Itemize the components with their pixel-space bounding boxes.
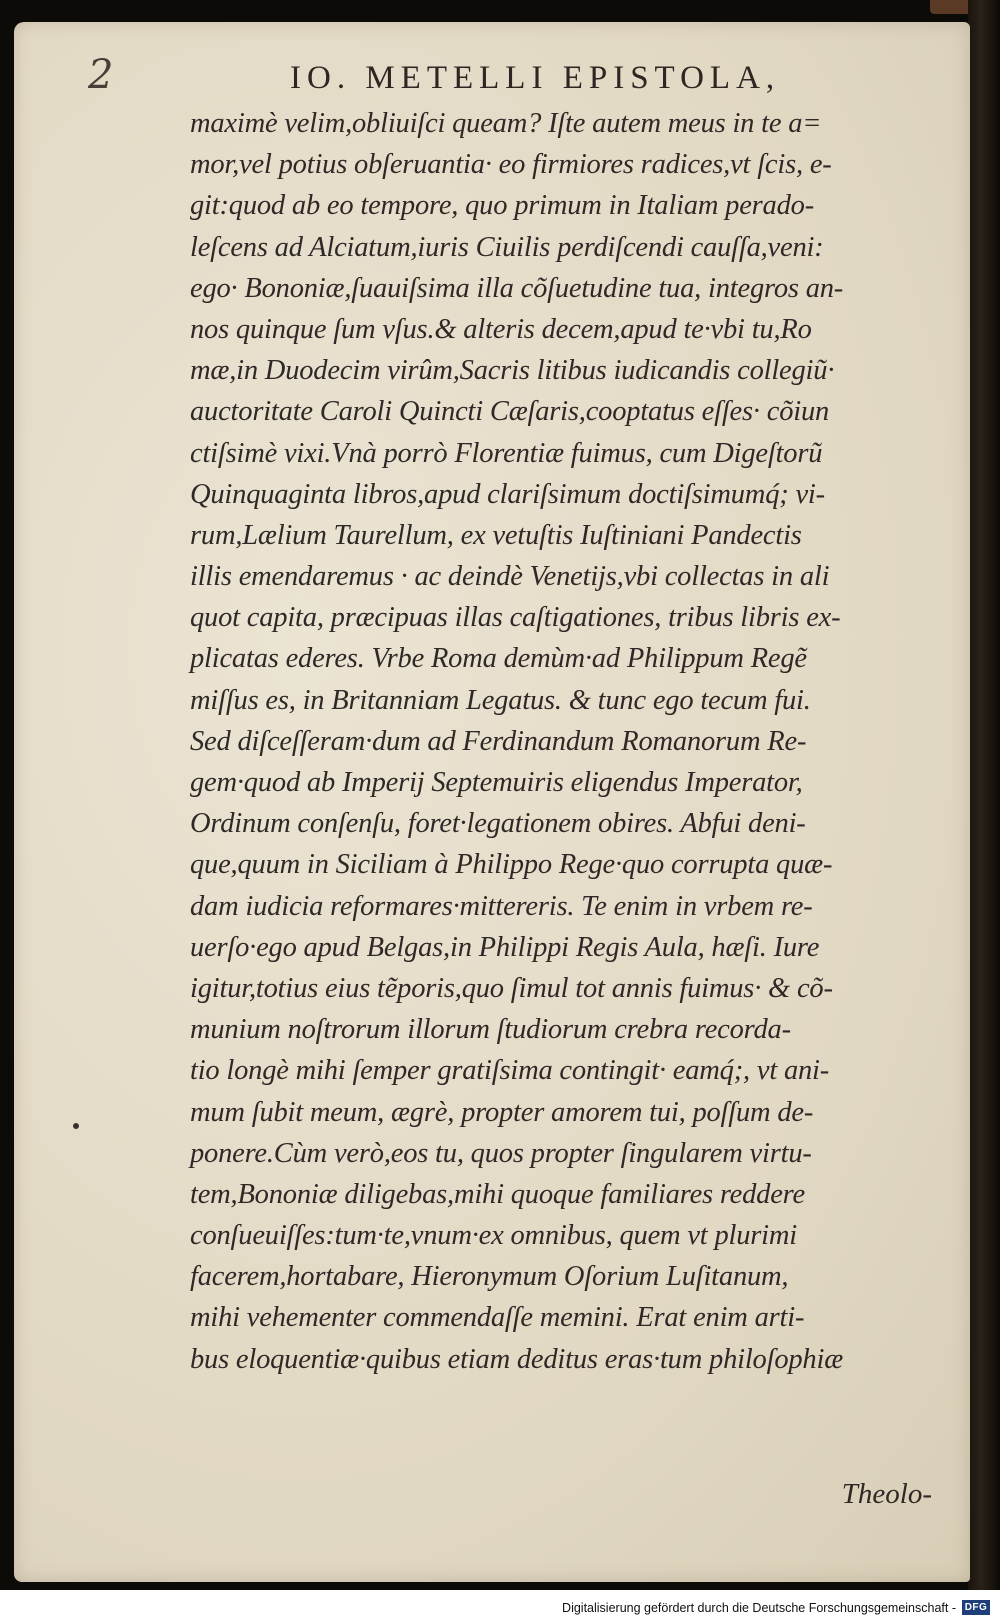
text-line: ctiſsimè vixi.Vnà porrò Florentiæ fuimus, cum Digeſtorũ — [190, 437, 823, 469]
text-line: Quinquaginta libros,apud clariſsimum doctiſsimumq́; vi- — [190, 478, 825, 510]
text-line: nos quinque ſum vſus.& alteris decem,apud te·vbi tu,Ro — [190, 313, 812, 345]
text-line: illis emendaremus · ac deindè Venetijs,vbi collectas in ali — [190, 561, 830, 593]
text-line: tio longè mihi ſemper gratiſsima contingit· eamq́;, vt ani- — [190, 1055, 830, 1087]
text-line: facerem,hortabare, Hieronymum Oſorium Luſitanum, — [190, 1261, 789, 1293]
footer-credit: Digitalisierung gefördert durch die Deutsche Forschungsgemeinschaft - — [562, 1601, 956, 1615]
text-line: Sed diſceſſeram·dum ad Ferdinandum Romanorum Re- — [190, 725, 807, 757]
text-line: ponere.Cùm verò,eos tu, quos propter ſingularem virtu- — [190, 1137, 812, 1169]
text-line: ego· Bononiæ,ſuauiſsima illa cõſuetudine tua, integros an- — [190, 272, 844, 304]
text-line: munium noſtrorum illorum ſtudiorum crebra recorda- — [190, 1014, 791, 1046]
text-line: mor,vel potius obſeruantia· eo firmiores radices,vt ſcis, e- — [190, 149, 832, 181]
text-line: mæ,in Duodecim virûm,Sacris litibus iudicandis collegiũ· — [190, 355, 835, 387]
text-line: uerſo·ego apud Belgas,in Philippi Regis Aula, hæſi. Iure — [190, 931, 820, 963]
text-line: rum,Lælium Taurellum, ex vetuſtis Iuſtiniani Pandectis — [190, 519, 802, 551]
book-edge-right — [968, 0, 1000, 1590]
text-line: bus eloquentiæ·quibus etiam deditus eras·tum philoſophiæ — [190, 1343, 843, 1375]
text-line: auctoritate Caroli Quincti Cæſaris,cooptatus eſſes· cõiun — [190, 396, 830, 428]
text-line: mihi vehementer commendaſſe memini. Erat enim arti- — [190, 1302, 805, 1334]
ink-spot — [73, 1123, 79, 1129]
text-line: mum ſubit meum, ægrè, propter amorem tui, poſſum de- — [190, 1096, 814, 1128]
text-line: gem·quod ab Imperij Septemuiris eligendus Imperator, — [190, 767, 803, 798]
text-line: tem,Bononiæ diligebas,mihi quoque familiares reddere — [190, 1178, 805, 1210]
text-line: que,quum in Siciliam à Philippo Rege·quo corrupta quæ- — [190, 849, 833, 881]
dfg-logo-icon: DFG — [962, 1600, 990, 1615]
text-block — [190, 103, 935, 1380]
catchword: Theolo- — [841, 1478, 932, 1510]
text-line: quot capita, præcipuas illas caſtigationes, tribus libris ex- — [190, 602, 841, 634]
text-line: dam iudicia reformares·mittereris. Te enim in vrbem re- — [190, 890, 813, 922]
text-line: igitur,totius eius tẽporis,quo ſimul tot annis fuimus· & cõ- — [190, 972, 833, 1004]
text-line: leſcens ad Alciatum,iuris Ciuilis perdiſcendi cauſſa,veni: — [190, 231, 824, 263]
text-line: miſſus es, in Britanniam Legatus. & tunc ego tecum fui. — [190, 684, 811, 716]
text-line: git:quod ab eo tempore, quo primum in Italiam perado- — [190, 190, 814, 222]
text-line: plicatas ederes. Vrbe Roma demùm·ad Philippum Regẽ — [190, 643, 807, 675]
text-line: maximè velim,obliuiſci queam? Iſte autem meus in te a= — [190, 108, 822, 139]
running-head: IO. METELLI EPISTOLA, — [290, 60, 781, 96]
text-line: conſueuiſſes:tum·te,vnum·ex omnibus, quem vt plurimi — [190, 1220, 797, 1252]
page-number: 2 — [88, 52, 114, 98]
text-line: Ordinum conſenſu, foret·legationem obires. Abfui deni- — [190, 808, 806, 840]
